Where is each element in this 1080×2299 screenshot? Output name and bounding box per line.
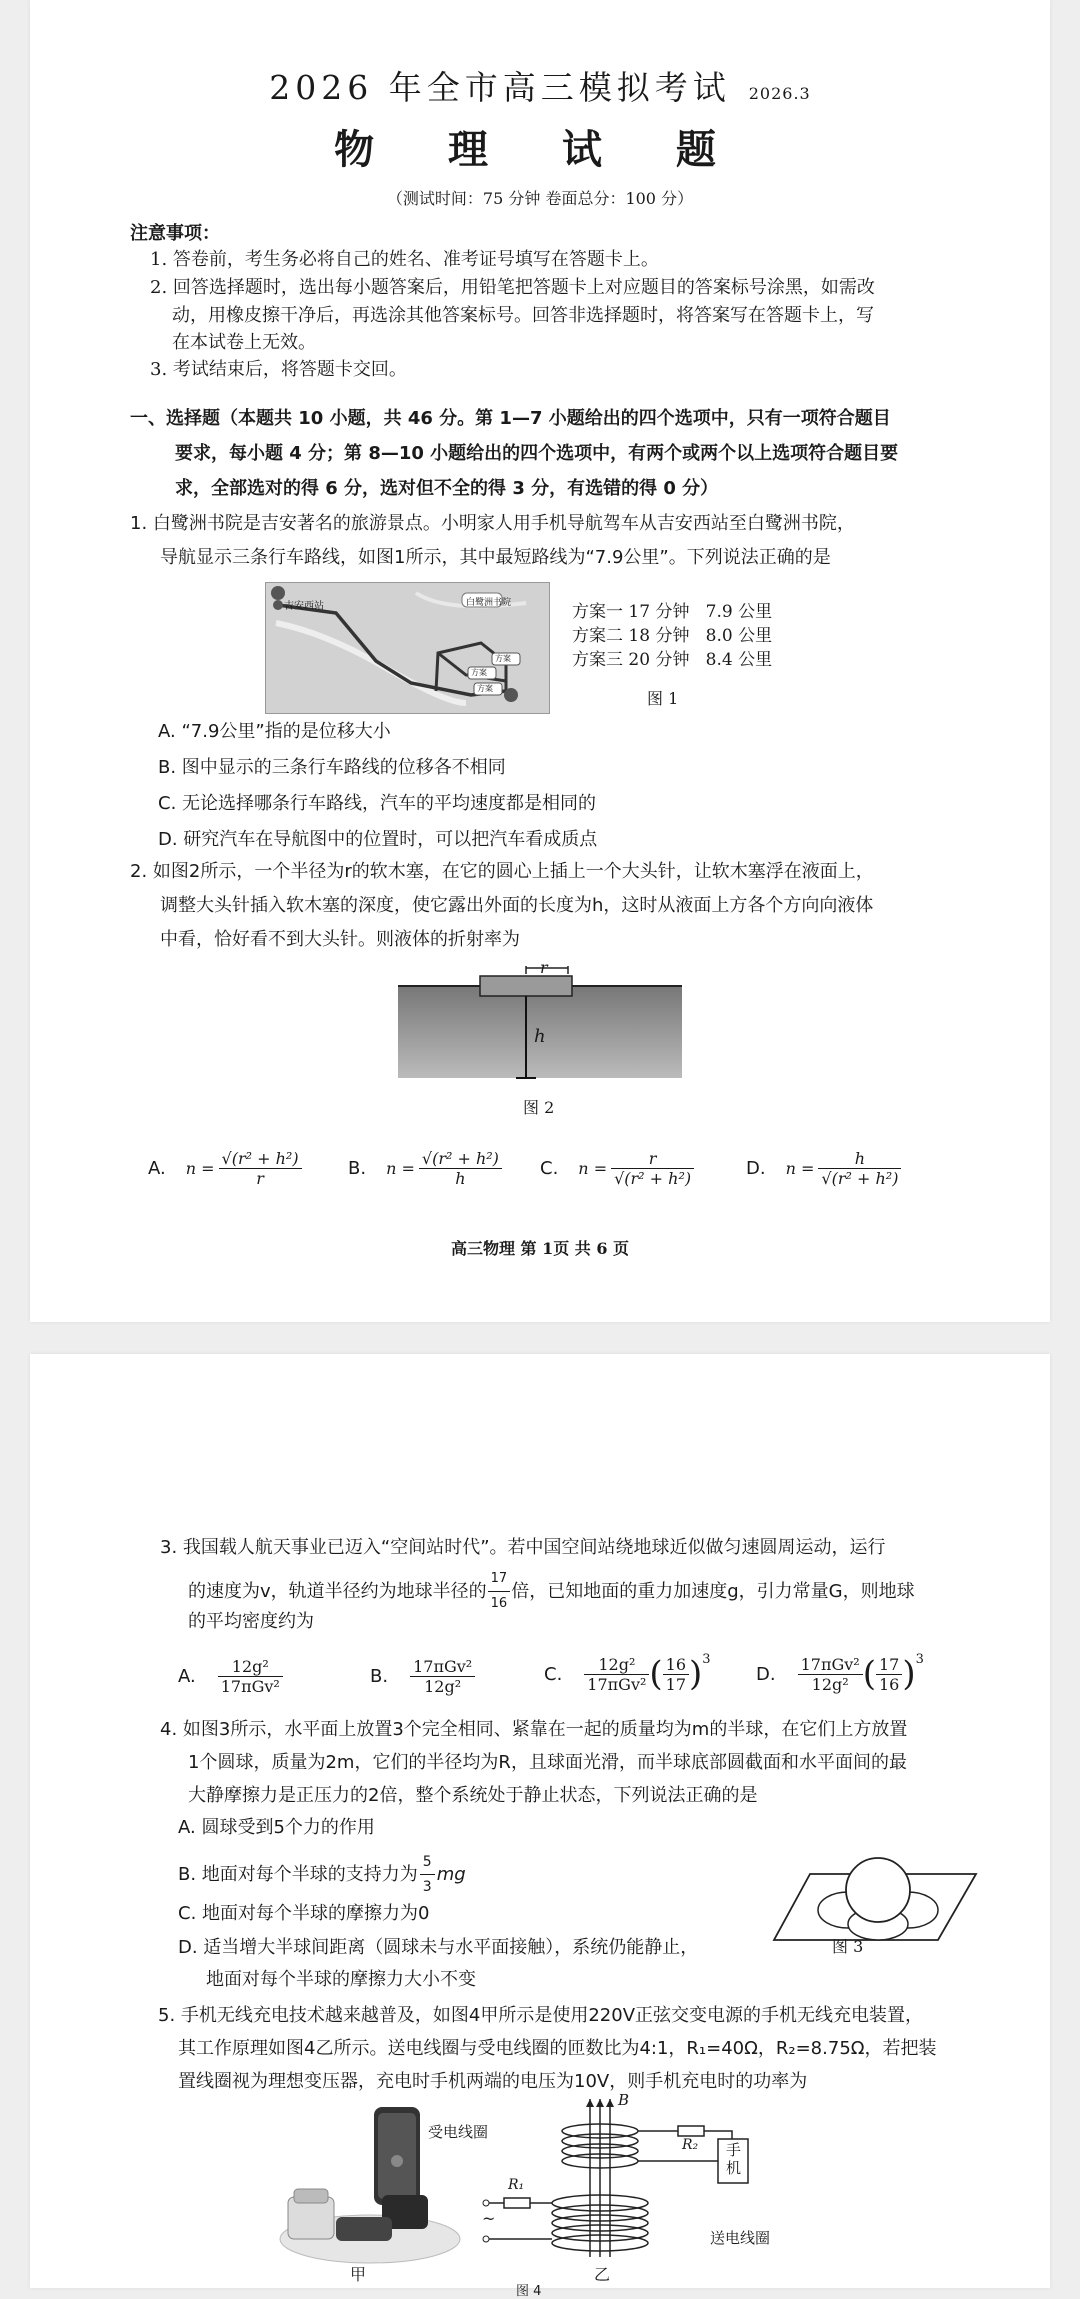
notice-line: 1. 答卷前，考生务必将自己的姓名、准考证号填写在答题卡上。	[150, 249, 659, 270]
magnetic-field-label: B	[618, 2091, 630, 2109]
q3-option-a: A. $\frac{\text{12g²}}{\text{17πGv²}}$	[178, 1651, 283, 1701]
q3-option-c: C. $\frac{\text{12g²}}{\text{17πGv²}}$ ( $\frac{16}{17}$ ) $^3$	[544, 1652, 711, 1694]
exam-title: 2026 年全市高三模拟考试 2026.3	[269, 68, 811, 107]
question-3-text: 的平均密度约为	[188, 1611, 314, 1632]
hemispheres-drawing	[770, 1844, 980, 1944]
notice-line: 在本试卷上无效。	[172, 332, 316, 353]
q4-option-c: C. 地面对每个半球的摩擦力为0	[178, 1903, 430, 1924]
question-2-text: 中看，恰好看不到大头针。则液体的折射率为	[160, 929, 520, 950]
route-option: 方案一 17 分钟 7.9 公里	[572, 602, 773, 622]
resistor-r2-label: R₂	[682, 2137, 699, 2153]
q4-option-b: B. 地面对每个半球的支持力为 $\frac{5}{3}$ mg	[178, 1850, 466, 1899]
question-4-text: 4. 如图3所示，水平面上放置3个完全相同、紧靠在一起的质量均为m的半球，在它们上方放置	[160, 1719, 908, 1740]
question-3-text: 3. 我国载人航天事业已迈入“空间站时代”。若中国空间站绕地球近似做匀速圆周运动，运行	[160, 1537, 886, 1558]
question-2-text: 2. 如图2所示，一个半径为r的软木塞，在它的圆心上插上一个大头针，让软木塞浮在液面上，	[130, 861, 874, 882]
q2-option-b: B. n = $\frac{\text{√(r² + h²)}}{h}$	[348, 1140, 502, 1196]
question-5-text: 置线圈视为理想变压器，充电时手机两端的电压为10V，则手机充电时的功率为	[178, 2071, 808, 2092]
receive-coil-label: 受电线圈	[428, 2123, 489, 2141]
q2-option-a: A. n = $\frac{\text{√(r² + h²)}}{r}$	[148, 1140, 302, 1196]
route-option: 方案三 20 分钟 8.4 公里	[572, 650, 773, 670]
send-coil-label: 送电线圈	[710, 2229, 771, 2247]
question-1-text: 1. 白鹭洲书院是吉安著名的旅游景点。小明家人用手机导航驾车从吉安西站至白鹭洲书院，	[130, 513, 855, 534]
figure-4-caption: 图 4	[516, 2284, 542, 2299]
section-heading: 求，全部选对的得 6 分，选对但不全的得 3 分，有选错的得 0 分）	[175, 478, 719, 499]
notice-line: 动，用橡皮擦干净后，再选涂其他答案标号。回答非选择题时，将答案写在答题卡上，写	[172, 305, 874, 326]
question-5-text: 其工作原理如图4乙所示。送电线圈与受电线圈的匝数比为4:1，R₁=40Ω，R₂=8.75Ω，若把装	[178, 2038, 937, 2059]
resistor-r1-label: R₁	[508, 2177, 525, 2193]
exam-page-1	[30, 0, 1050, 1322]
circuit-drawing	[482, 2099, 842, 2269]
question-2-text: 调整大头针插入软木塞的深度，使它露出外面的长度为h，这时从液面上方各个方向向液体	[160, 895, 874, 916]
figure-2-caption: 图 2	[523, 1098, 555, 1117]
map-route-label: 方案	[471, 668, 487, 677]
page-footer: 高三物理 第 1页 共 6 页	[450, 1239, 630, 1258]
notice-line: 3. 考试结束后，将答题卡交回。	[150, 359, 407, 380]
q1-option-b: B. 图中显示的三条行车路线的位移各不相同	[158, 757, 506, 778]
time-info: （测试时间：75 分钟 卷面总分：100 分）	[386, 189, 694, 208]
q1-option-d: D. 研究汽车在导航图中的位置时，可以把汽车看成质点	[158, 829, 598, 850]
notice-line: 2. 回答选择题时，选出每小题答案后，用铅笔把答题卡上对应题目的答案标号涂黑，如需改	[150, 277, 875, 298]
figure-4-circuit	[428, 2091, 842, 2269]
map-route-label: 方案	[477, 684, 493, 693]
question-1-text: 导航显示三条行车路线，如图1所示，其中最短路线为“7.9公里”。下列说法正确的是	[160, 547, 831, 568]
figure-2-cork	[398, 958, 682, 1086]
q1-option-a: A. “7.9公里”指的是位移大小	[158, 721, 391, 742]
map-route-label: 方案	[495, 654, 511, 663]
question-4-text: 1个圆球，质量为2m，它们的半径均为R，且球面光滑，而半球底部圆截面和水平面间的最	[188, 1752, 907, 1773]
exam-date: 2026.3	[748, 84, 811, 103]
map-start-label: 吉安西站	[284, 601, 324, 612]
q2-option-d: D. n = $\frac{h}{\text{√(r² + h²)}}$	[746, 1140, 901, 1196]
q2-option-c: C. n = $\frac{r}{\text{√(r² + h²)}}$	[540, 1140, 694, 1196]
question-4-text: 大静摩擦力是正压力的2倍，整个系统处于静止状态，下列说法正确的是	[188, 1785, 758, 1806]
section-heading: 要求，每小题 4 分；第 8—10 小题给出的四个选项中，有两个或两个以上选项符合题目要	[175, 443, 899, 464]
q3-option-b: B. $\frac{\text{17πGv²}}{\text{12g²}}$	[370, 1651, 475, 1701]
question-5-text: 5. 手机无线充电技术越来越普及，如图4甲所示是使用220V正弦交变电源的手机无线充电装置，	[158, 2005, 924, 2026]
section-heading: 一、选择题（本题共 10 小题，共 46 分。第 1—7 小题给出的四个选项中，只有一项符合题目	[130, 408, 891, 429]
figure-4-label-yi: 乙	[594, 2265, 611, 2284]
ac-source-symbol: ~	[482, 2209, 496, 2228]
exam-page-2	[30, 1354, 1050, 2299]
figure-3-hemispheres	[770, 1844, 980, 1944]
navigation-map-figure	[265, 582, 550, 714]
q4-option-d: D. 适当增大半球间距离（圆球未与水平面接触），系统仍能静止，	[178, 1937, 699, 1958]
phone-label: 手	[726, 2141, 742, 2159]
cork-radius-label: r	[540, 958, 548, 977]
q1-option-c: C. 无论选择哪条行车路线，汽车的平均速度都是相同的	[158, 793, 597, 814]
q3-option-d: D. $\frac{\text{17πGv²}}{\text{12g²}}$ ( $\frac{17}{16}$ ) $^3$	[756, 1652, 924, 1694]
notice-heading: 注意事项：	[130, 223, 220, 244]
phone-label: 机	[726, 2159, 742, 2177]
question-3-text: 的速度为v，轨道半径约为地球半径的 $\frac{17}{16}$ 倍，已知地面的重力加速度g，引力常量G，则地球	[188, 1567, 915, 1616]
map-end-label: 白鹭洲书院	[466, 598, 512, 608]
q4-option-a: A. 圆球受到5个力的作用	[178, 1817, 375, 1838]
figure-1-caption: 图 1	[647, 689, 679, 708]
subject-title: 物 理 试 题	[334, 126, 746, 173]
figure-3-caption: 图 3	[832, 1937, 864, 1956]
figure-4-label-jia: 甲	[350, 2265, 367, 2284]
route-option: 方案二 18 分钟 8.0 公里	[572, 626, 773, 646]
pin-length-label: h	[534, 1026, 546, 1047]
q4-option-d: 地面对每个半球的摩擦力大小不变	[206, 1969, 476, 1990]
